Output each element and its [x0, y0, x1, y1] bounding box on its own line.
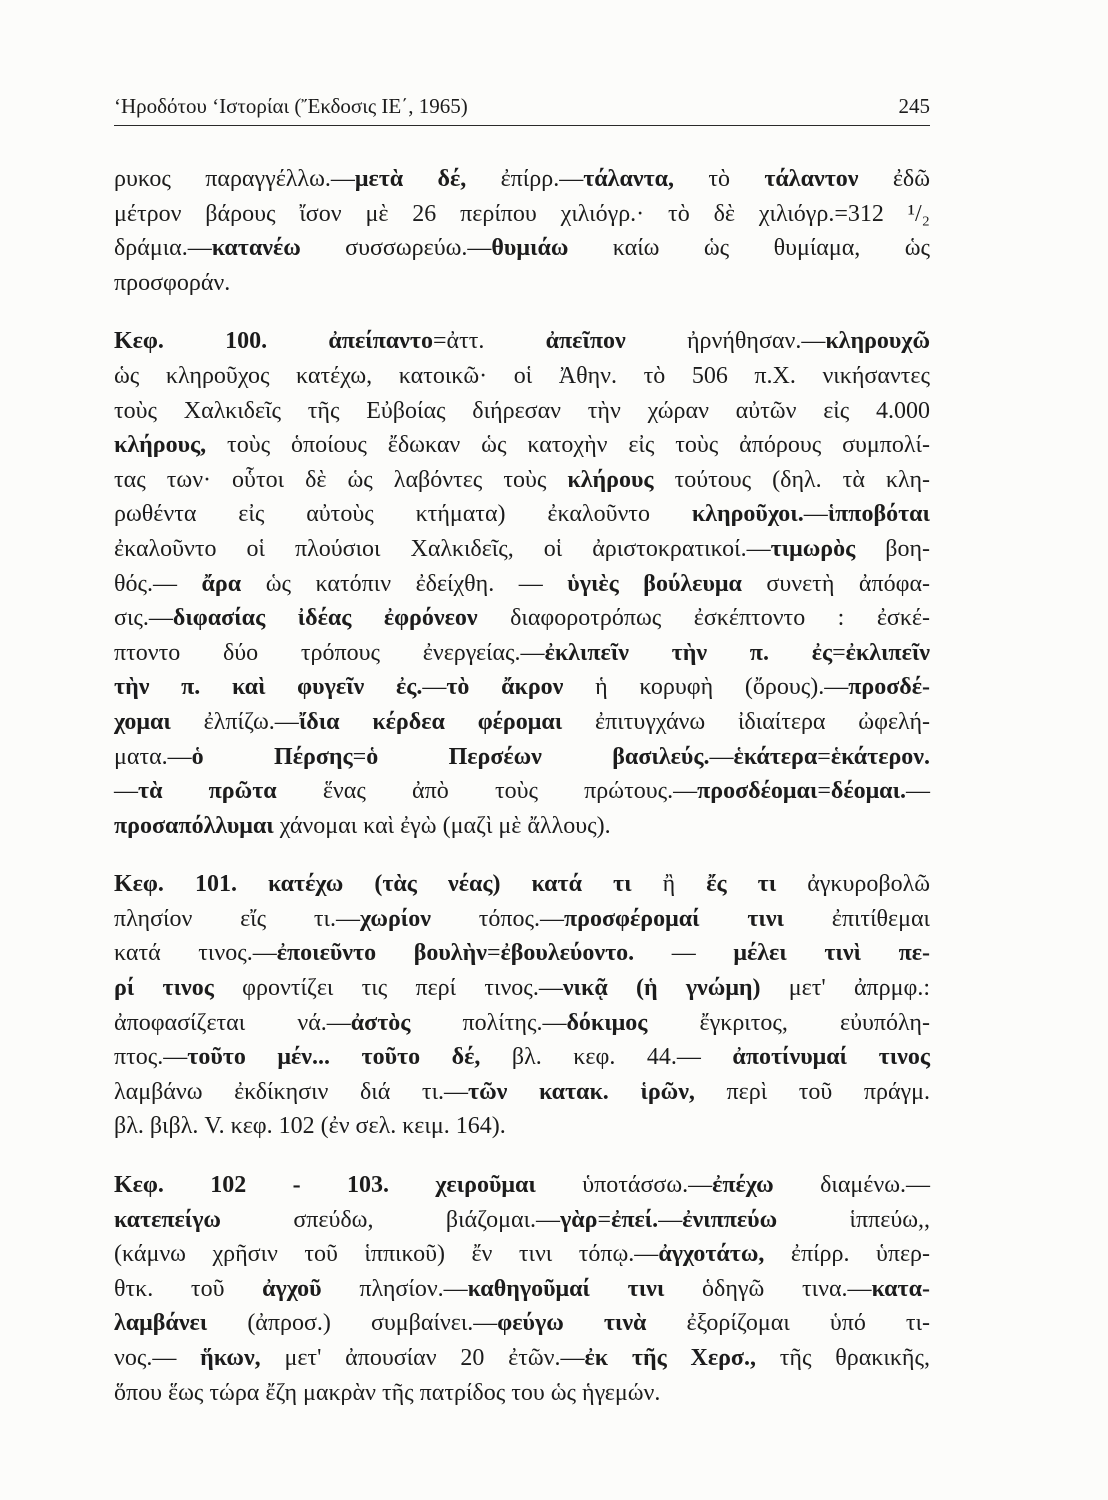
text-line	[114, 1203, 930, 1238]
paragraph-chapter-102-103	[114, 1168, 930, 1410]
headword: ἄρα	[201, 570, 242, 597]
gloss-text: ἔγκριτος, εὐυπόλη-	[647, 1009, 930, 1036]
gloss-text: ρωθέντα εἰς αὐτοὺς κτήματα) ἐκαλοῦντο	[114, 501, 692, 528]
text-line	[114, 1341, 930, 1376]
gloss-text: =	[597, 1206, 612, 1233]
headword: κατα-	[871, 1275, 930, 1302]
gloss-text: μέτρον βάρους ἴσον μὲ 26 περίπου χιλιόγρ.· τὸ δὲ χιλιόγρ.=312 ¹/₂	[114, 200, 930, 227]
headword: ἀποτίνυμαί τινος	[732, 1044, 930, 1071]
gloss-text: ρυκος παραγγέλλω.—	[114, 166, 355, 192]
gloss-text: —	[709, 743, 734, 770]
text-line	[114, 567, 930, 602]
headword: Κεφ. 100. ἀπείπαντο	[114, 328, 433, 355]
paragraph-chapter-100	[114, 324, 930, 843]
gloss-text: ἀγκυροβολῶ	[776, 871, 931, 898]
gloss-text: διαμένω.—	[773, 1172, 930, 1199]
text-line	[114, 266, 930, 301]
text-line	[114, 774, 930, 809]
text-line	[114, 359, 930, 394]
gloss-text: πολίτης.—	[410, 1009, 567, 1036]
gloss-text: —	[114, 778, 138, 805]
headword: ἐπεί.	[611, 1206, 659, 1233]
headword: μέλει τινὶ πε-	[733, 940, 931, 967]
gloss-text: σπεύδω, βιάζομαι.—	[220, 1206, 561, 1233]
gloss-text: συσσωρεύω.—	[300, 235, 492, 262]
gloss-text: περὶ τοῦ πράγμ.	[694, 1078, 930, 1105]
headword: προσφέρομαί τινι	[564, 905, 784, 932]
text-line	[114, 1075, 930, 1110]
gloss-text: ὡς κατόπιν ἐδείχθη. —	[241, 570, 568, 597]
headword: Κεφ. 102 - 103. χειροῦμαι	[114, 1172, 536, 1199]
headword: τῶν κατακ. ἱρῶν,	[468, 1078, 695, 1105]
gloss-text: δράμια.—	[114, 235, 212, 262]
gloss-text: ἀποφασίζεται νά.—	[114, 1009, 351, 1036]
headword: ἀγχοῦ	[262, 1275, 322, 1302]
text-line	[114, 324, 930, 359]
headword: ἱπποβόται	[827, 501, 930, 528]
gloss-text: τούτους (δηλ. τὰ κλη-	[653, 466, 930, 493]
gloss-text: πτος.—	[114, 1044, 188, 1071]
headword: Κεφ. 101. κατέχω (τὰς νέας) κατά τι	[114, 871, 632, 898]
headword: προσδέομαι	[697, 778, 818, 805]
headword: ἀπεῖπον	[545, 328, 626, 355]
page-number: 245	[898, 94, 930, 118]
headword: ἑκάτερα	[733, 743, 818, 770]
text-line	[114, 532, 930, 567]
gloss-text: =	[817, 778, 831, 805]
text-line	[114, 497, 930, 532]
running-title: ‘Ηροδότου ‘Ιστορίαι (Ἔκδοσις ΙΕ΄, 1965)	[114, 94, 468, 118]
text-line	[114, 162, 930, 197]
gloss-text: χάνομαι καὶ ἐγὼ (μαζὶ μὲ ἄλλους).	[273, 812, 611, 839]
headword: κατεπείγω	[114, 1206, 221, 1233]
headword: ἀγχοτάτω,	[658, 1241, 765, 1268]
text-line	[114, 902, 930, 937]
gloss-text: τοὺς ὁποίους ἔδωκαν ὡς κατοχὴν εἰς τοὺς ἀπόρους συμπολί-	[206, 432, 930, 459]
headword: ρί τινος	[114, 975, 214, 1002]
headword: ἥκων,	[200, 1345, 261, 1371]
gloss-text: τὸ	[674, 166, 765, 192]
headword: ἐκλιπεῖν	[845, 639, 930, 666]
gloss-text: =	[352, 743, 367, 770]
text-line	[114, 1168, 930, 1203]
gloss-text: προσφοράν.	[114, 269, 231, 296]
text-line	[114, 1237, 930, 1272]
text-line	[114, 1040, 930, 1075]
gloss-text: (κάμνω χρῆσιν τοῦ ἱππικοῦ) ἔν τινι τόπῳ.—	[114, 1241, 659, 1268]
headword: καθηγοῦμαί τινι	[467, 1275, 665, 1302]
gloss-text: ὁδηγῶ τινα.—	[664, 1275, 872, 1302]
text-line	[114, 1109, 930, 1144]
gloss-text: ἐπιτίθεμαι	[784, 905, 930, 932]
gloss-text: φροντίζει τις περί τινος.—	[213, 975, 563, 1002]
body-text	[114, 162, 930, 1434]
headword: προσδέ-	[848, 674, 930, 701]
gloss-text: ματα.—	[114, 743, 192, 770]
headword: ἐνιππεύω	[682, 1206, 778, 1233]
gloss-text: τόπος.—	[430, 905, 564, 932]
gloss-text: συνετὴ ἀπόφα-	[741, 570, 931, 597]
gloss-text: πλησίον.—	[321, 1275, 468, 1302]
text-line	[114, 394, 930, 429]
headword: προσαπόλλυμαι	[114, 812, 274, 839]
headword: ἐβουλεύοντο.	[500, 940, 635, 967]
headword: τὰ πρῶτα	[138, 778, 277, 805]
gloss-text: ἐπίρρ. ὑπερ-	[764, 1241, 931, 1268]
gloss-text: ὑποτάσσω.—	[535, 1172, 713, 1199]
headword: δόκιμος	[566, 1009, 648, 1036]
gloss-text: θός.—	[114, 570, 202, 597]
gloss-text: ἐδῶ	[858, 166, 931, 192]
text-line	[114, 428, 930, 463]
headword: ἑκάτερον.	[830, 743, 931, 770]
gloss-text: (ἀπροσ.) συμβαίνει.—	[207, 1310, 498, 1337]
headword: ἐκ τῆς Χερσ.,	[584, 1345, 756, 1371]
gloss-text: λαμβάνω ἐκδίκησιν διά τι.—	[114, 1078, 469, 1105]
gloss-text: ἐπιτυγχάνω ἰδιαίτερα ὠφελή-	[562, 708, 931, 735]
headword: τιμωρὸς	[770, 535, 856, 562]
gloss-text: διαφοροτρόπως ἐσκέπτοντο : ἐσκέ-	[477, 605, 930, 632]
gloss-text: κατά τινος.—	[114, 940, 277, 967]
text-line	[114, 601, 930, 636]
gloss-text: πτοντο δύο τρόπους ἐνεργείας.—	[114, 639, 545, 666]
text-line	[114, 1306, 930, 1341]
text-line	[114, 867, 930, 902]
headword: τὸ ἄκρον	[446, 674, 564, 701]
gloss-text: ἐλπίζω.—	[170, 708, 299, 735]
gloss-text: τας των· οὗτοι δὲ ὡς λαβόντες τοὺς	[114, 466, 568, 493]
headword: λαμβάνει	[114, 1310, 208, 1337]
headword: ὁ Πέρσης	[191, 743, 353, 770]
gloss-text: μετ' ἀπουσίαν 20 ἐτῶν.—	[260, 1345, 585, 1371]
headword: χωρίον	[360, 905, 431, 932]
gloss-text: ἐκαλοῦντο οἱ πλούσιοι Χαλκιδεῖς, οἱ ἀριστοκρατικοί.—	[114, 535, 771, 562]
text-line	[114, 1006, 930, 1041]
text-line	[114, 197, 930, 232]
headword: ἐκλιπεῖν τὴν π. ἐς	[544, 639, 833, 666]
gloss-text: βλ. βιβλ. V. κεφ. 102 (ἐν σελ. κειμ. 164).	[114, 1113, 506, 1140]
gloss-text: ἱππεύω,,	[777, 1206, 930, 1233]
text-line	[114, 1272, 930, 1307]
headword: κατανέω	[211, 235, 301, 262]
headword: τάλαντα,	[583, 166, 675, 192]
headword: κλήρους,	[114, 432, 207, 459]
gloss-text: τοὺς Χαλκιδεῖς τῆς Εὐβοίας διήρεσαν τὴν χώραν αὐτῶν εἰς 4.000	[114, 397, 930, 424]
gloss-text: καίω ὡς θυμίαμα, ὡς	[568, 235, 930, 262]
text-line	[114, 1376, 930, 1411]
paragraph	[114, 162, 930, 300]
headword: τὴν π. καὶ φυγεῖν ἐς.	[114, 674, 423, 701]
headword: ἀστὸς	[350, 1009, 411, 1036]
headword: διφασίας ἰδέας ἐφρόνεον	[172, 605, 478, 632]
headword: μετὰ δέ,	[354, 166, 467, 192]
gloss-text: —	[634, 940, 734, 967]
headword: ἴδια κέρδεα φέρομαι	[298, 708, 563, 735]
headword: κλήρους	[567, 466, 654, 493]
text-line	[114, 809, 930, 844]
gloss-text: —	[803, 501, 828, 528]
text-line	[114, 740, 930, 775]
gloss-text: θτκ. τοῦ	[114, 1275, 263, 1302]
headword: ἐπέχω	[712, 1172, 774, 1199]
gloss-text: ἐξορίζομαι ὑπό τι-	[646, 1310, 931, 1337]
text-line	[114, 670, 930, 705]
gloss-text: —	[906, 778, 931, 805]
headword: χομαι	[114, 708, 171, 735]
headword: δέομαι.	[830, 778, 907, 805]
text-line	[114, 971, 930, 1006]
text-line	[114, 705, 930, 740]
gloss-text: σις.—	[114, 605, 173, 632]
gloss-text: ἕνας ἀπὸ τοὺς πρώτους.—	[276, 778, 698, 805]
page-header	[114, 94, 930, 126]
gloss-text: —	[422, 674, 447, 701]
gloss-text: ἐπίρρ.—	[466, 166, 584, 192]
headword: νικᾷ (ἡ γνώμη)	[562, 975, 761, 1002]
headword: ὑγιὲς βούλευμα	[567, 570, 742, 597]
headword: κληροῦχοι.	[691, 501, 804, 528]
headword: ὁ Περσέων βασιλεύς.	[366, 743, 710, 770]
gloss-text: νος.—	[114, 1345, 201, 1371]
text-line	[114, 936, 930, 971]
headword: φεύγω τινὰ	[497, 1310, 647, 1337]
gloss-text: —	[658, 1206, 683, 1233]
gloss-text: ἡ κορυφὴ (ὄρους).—	[563, 674, 849, 701]
gloss-text: =	[817, 743, 831, 770]
headword: γὰρ	[560, 1206, 598, 1233]
gloss-text: μετ' ἀπρμφ.:	[760, 975, 931, 1002]
gloss-text: =ἀττ.	[432, 328, 546, 355]
headword: τάλαντον	[764, 166, 859, 192]
text-line	[114, 636, 930, 671]
headword: θυμιάω	[491, 235, 569, 262]
headword: ἔς τι	[706, 871, 777, 898]
gloss-text: =	[832, 639, 846, 666]
gloss-text: ἠρνήθησαν.—	[625, 328, 826, 355]
gloss-text: ὅπου ἕως τώρα ἔζη μακρὰν τῆς πατρίδος του ὡς ἡγεμών.	[114, 1379, 661, 1406]
gloss-text: βοη-	[855, 535, 930, 562]
gloss-text: βλ. κεφ. 44.—	[480, 1044, 733, 1071]
headword: κληρουχῶ	[825, 328, 930, 355]
gloss-text: ἢ	[631, 871, 707, 898]
gloss-text: ὡς κληροῦχος κατέχω, κατοικῶ· οἱ Ἀθην. τὸ 506 π.Χ. νικήσαντες	[114, 362, 930, 389]
headword: τοῦτο μέν... τοῦτο δέ,	[187, 1044, 481, 1071]
text-line	[114, 231, 930, 266]
text-line	[114, 463, 930, 498]
gloss-text: πλησίον εἴς τι.—	[114, 905, 361, 932]
headword: ἐποιεῦντο βουλὴν	[276, 940, 487, 967]
gloss-text: τῆς θρακικῆς,	[755, 1345, 930, 1371]
gloss-text: =	[486, 940, 501, 967]
paragraph-chapter-101	[114, 867, 930, 1144]
